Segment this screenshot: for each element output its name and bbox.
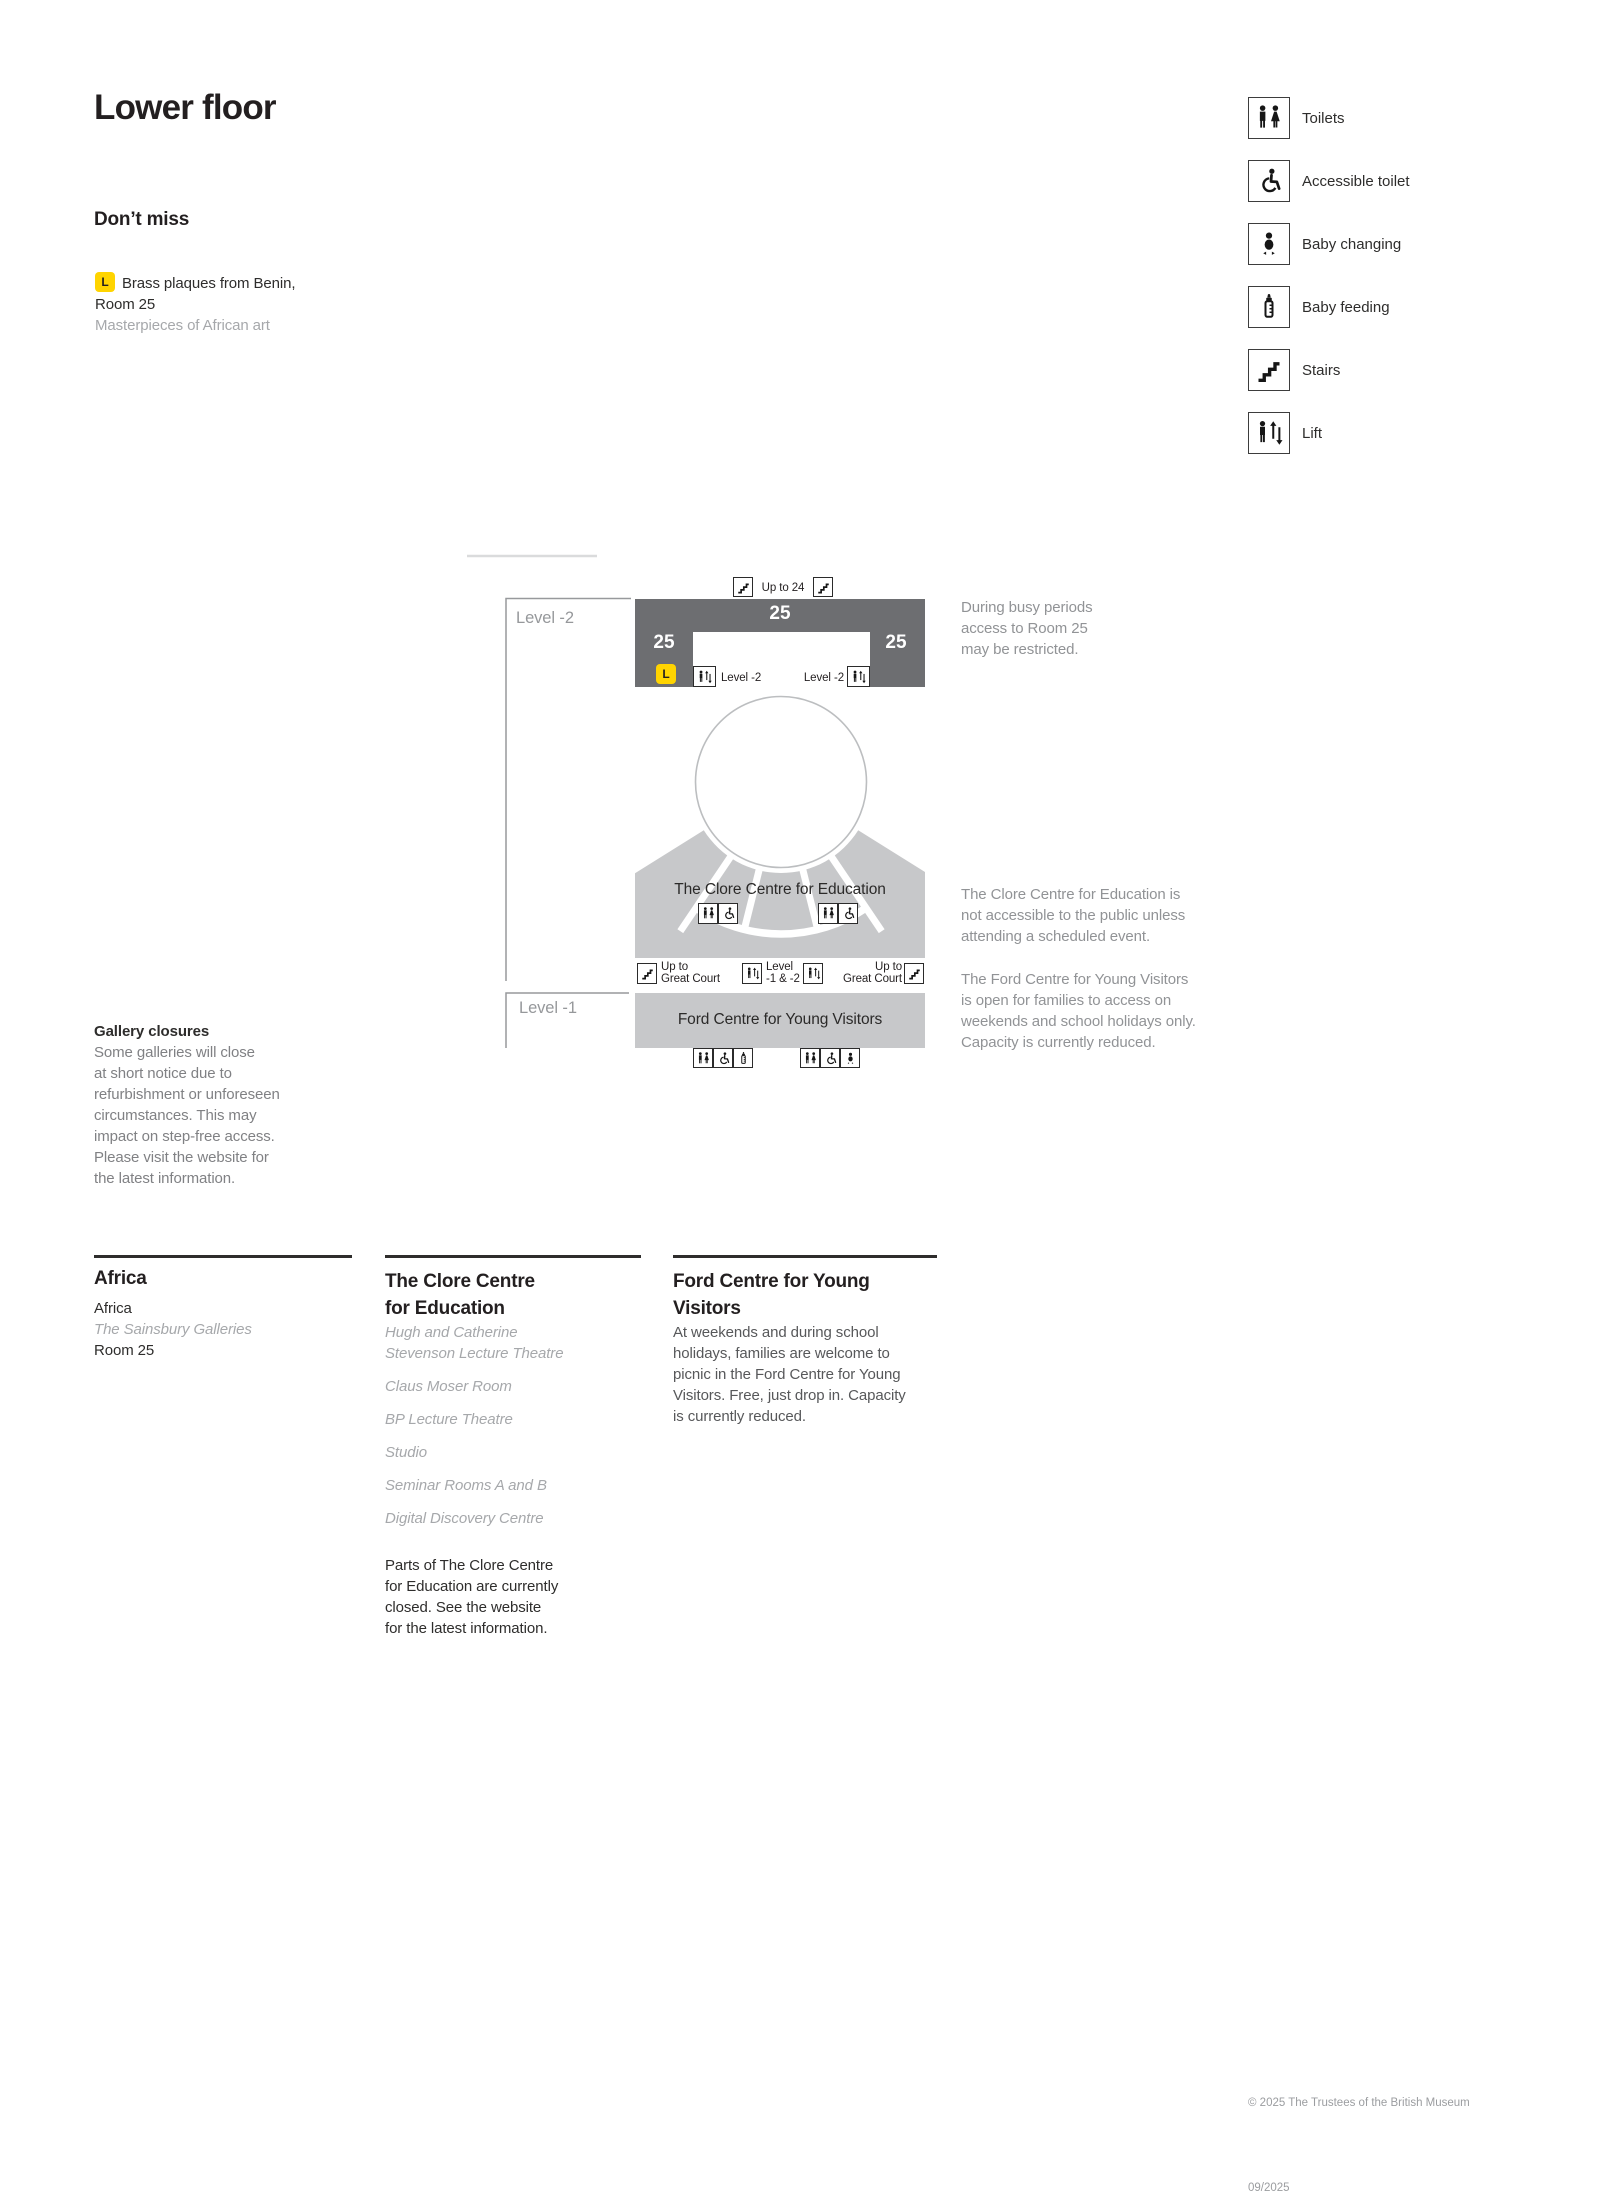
clore-centre-label: The Clore Centre for Education xyxy=(674,881,886,898)
stairs-icon xyxy=(813,577,833,597)
list-item: Seminar Rooms A and B xyxy=(385,1477,547,1494)
lift-icon xyxy=(847,666,870,687)
africa-heading: Africa xyxy=(94,1268,147,1289)
legend-label: Accessible toilet xyxy=(1302,173,1410,190)
dont-miss-subtitle: Masterpieces of African art xyxy=(95,317,270,334)
lift-icon xyxy=(1248,412,1290,454)
clore-room-list xyxy=(385,1322,647,1639)
lift-icon xyxy=(803,963,823,984)
stairs-icon xyxy=(733,577,753,597)
list-item: Digital Discovery Centre xyxy=(385,1510,544,1527)
accessible-toilet-icon xyxy=(838,903,858,924)
ford-note: The Ford Centre for Young Visitors is open for families to access on weekends and school holidays only. Capacity is currently reduced. xyxy=(961,971,1196,1051)
baby-changing-icon xyxy=(1248,223,1290,265)
copyright: © 2025 The Trustees of the British Museum xyxy=(1248,2097,1470,2109)
clore-closure-note: Parts of The Clore Centre for Education are currently closed. See the website for the latest information. xyxy=(385,1557,559,1637)
lift-icon xyxy=(742,963,762,984)
dont-miss-heading: Don’t miss xyxy=(94,209,190,230)
ford-heading: Ford Centre for Young Visitors xyxy=(673,1271,870,1319)
lift-right-label: Level -2 xyxy=(803,672,844,684)
page-title: Lower floor xyxy=(94,88,276,127)
toilets-icon xyxy=(698,903,718,924)
lift-left-label: Level -2 xyxy=(721,672,762,684)
lower-floor-badge: L xyxy=(95,272,115,292)
dont-miss-title: Brass plaques from Benin, xyxy=(122,275,296,292)
list-item: Hugh and Catherine Stevenson Lecture Theatre xyxy=(385,1324,564,1362)
legend-label: Toilets xyxy=(1302,110,1345,127)
stairs-right-label: Up to Great Court xyxy=(843,961,902,985)
lower-floor-badge: L xyxy=(656,664,676,684)
room-25-left-number: 25 xyxy=(653,632,675,653)
lift-icon xyxy=(693,666,716,687)
toilets-icon xyxy=(818,903,838,924)
toilets-icon xyxy=(800,1048,820,1068)
legend-label: Lift xyxy=(1302,425,1323,442)
baby-feeding-icon xyxy=(733,1048,753,1068)
clore-note: The Clore Centre for Education is not accessible to the public unless attending a scheduled event. xyxy=(961,886,1186,945)
toilets-icon xyxy=(693,1048,713,1068)
reading-room-circle xyxy=(696,697,867,868)
stairs-icon xyxy=(637,963,657,984)
legend-label: Baby changing xyxy=(1302,236,1402,253)
list-item: Claus Moser Room xyxy=(385,1378,512,1395)
gallery-closures-body: Some galleries will close at short notice due to refurbishment or unforeseen circumstances. This may impact on step-free access. Please visit the website for the latest information. xyxy=(94,1044,280,1187)
dont-miss-room: Room 25 xyxy=(95,296,156,313)
stairs-icon xyxy=(1248,349,1290,391)
accessible-toilet-icon xyxy=(820,1048,840,1068)
stairs-left-label: Up to Great Court xyxy=(661,961,720,985)
list-item: Studio xyxy=(385,1444,427,1461)
list-item: BP Lecture Theatre xyxy=(385,1411,513,1428)
africa-room: Room 25 xyxy=(94,1342,155,1359)
gallery-closures-heading: Gallery closures xyxy=(94,1023,210,1040)
accessible-toilet-icon xyxy=(713,1048,733,1068)
legend-label: Stairs xyxy=(1302,362,1341,379)
room-25-right-number: 25 xyxy=(885,632,907,653)
divider xyxy=(385,1255,641,1258)
room-25-top-number: 25 xyxy=(769,603,791,624)
accessible-toilet-icon xyxy=(1248,160,1290,202)
ford-centre-label: Ford Centre for Young Visitors xyxy=(677,1011,883,1028)
up-to-24-label: Up to 24 xyxy=(761,582,805,594)
baby-changing-icon xyxy=(840,1048,860,1068)
footer-date: 09/2025 xyxy=(1248,2182,1290,2194)
level-1-label: Level -1 xyxy=(519,999,577,1017)
level-2-label: Level -2 xyxy=(516,609,574,627)
stairs-icon xyxy=(904,963,924,984)
divider xyxy=(94,1255,352,1258)
toilets-icon xyxy=(1248,97,1290,139)
ford-body: At weekends and during school holidays, families are welcome to picnic in the Ford Centre for Young Visitors. Free, just drop in. Capacity is currently reduced. xyxy=(673,1324,906,1425)
legend-label: Baby feeding xyxy=(1302,299,1390,316)
africa-name: Africa xyxy=(94,1300,132,1317)
accessible-toilet-icon xyxy=(718,903,738,924)
room-25-note: During busy periods access to Room 25 may be restricted. xyxy=(961,599,1093,658)
baby-feeding-icon xyxy=(1248,286,1290,328)
divider xyxy=(673,1255,937,1258)
clore-heading: The Clore Centre for Education xyxy=(385,1271,535,1319)
level-2-bracket xyxy=(506,599,631,982)
lift-center-label: Level -1 & -2 xyxy=(766,961,800,985)
africa-galleries: The Sainsbury Galleries xyxy=(94,1321,252,1338)
